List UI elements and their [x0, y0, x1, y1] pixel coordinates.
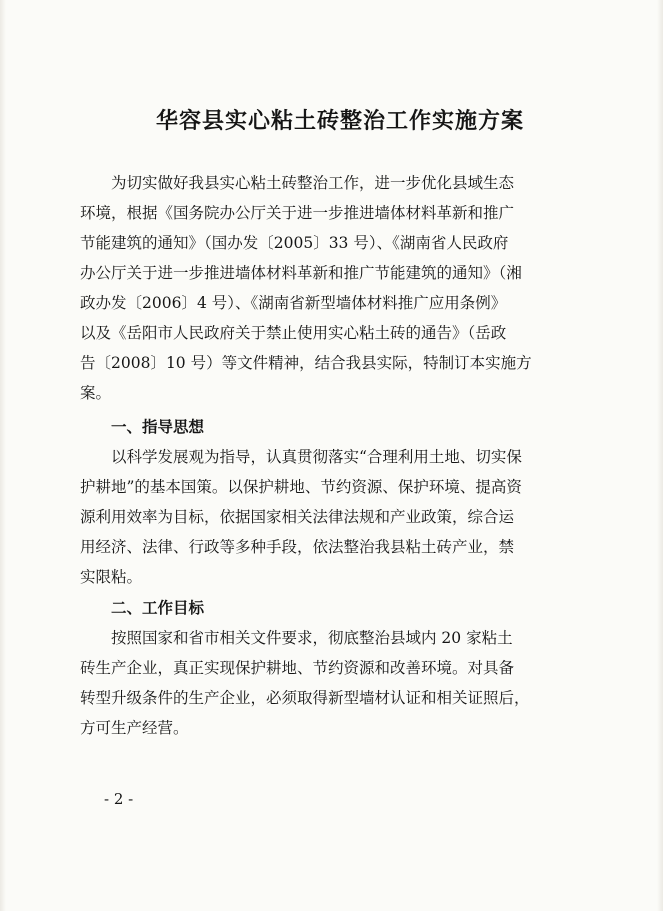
section1-line: 以科学发展观为指导，认真贯彻落实“合理利用土地、切实保 [111, 448, 522, 466]
section1-line: 实限粘。 [80, 568, 143, 586]
page-number: - 2 - [104, 790, 134, 808]
section2-line: 方可生产经营。 [80, 719, 189, 737]
intro-line: 以及《岳阳市人民政府关于禁止使用实心粘土砖的通告》（岳政 [80, 324, 507, 342]
section1-line: 用经济、法律、行政等多种手段，依法整治我县粘土砖产业，禁 [80, 538, 515, 556]
page-edge-left [0, 0, 6, 911]
intro-line: 政办发〔2006〕4 号）、《湖南省新型墙体材料推广应用条例》 [80, 294, 507, 312]
section1-line: 源利用效率为目标，依据国家相关法律法规和产业政策，综合运 [80, 508, 515, 526]
document-title: 华容县实心粘土砖整治工作实施方案 [155, 108, 524, 134]
intro-line: 办公厅关于进一步推进墙体材料革新和推广节能建筑的通知》（湘 [80, 264, 522, 282]
section1-line: 护耕地”的基本国策。以保护耕地、节约资源、保护环境、提高资 [80, 478, 522, 496]
intro-line: 环境，根据《国务院办公厅关于进一步推进墙体材料革新和推广 [80, 204, 515, 222]
intro-line: 节能建筑的通知》（国办发〔2005〕33 号）、《湖南省人民政府 [80, 234, 509, 252]
page-edge-right [657, 0, 663, 911]
section2-line: 按照国家和省市相关文件要求，彻底整治县域内 20 家粘土 [111, 629, 513, 647]
section2-line: 砖生产企业，真正实现保护耕地、节约资源和改善环境。对具备 [80, 659, 515, 677]
intro-line: 案。 [80, 384, 112, 402]
intro-line: 告〔2008〕10 号）等文件精神，结合我县实际，特制订本实施方 [80, 354, 532, 372]
section-heading-guiding-ideology: 一、指导思想 [111, 417, 205, 436]
section2-line: 转型升级条件的生产企业，必须取得新型墙材认证和相关证照后， [80, 689, 530, 707]
section-heading-work-goals: 二、工作目标 [111, 598, 205, 617]
intro-line: 为切实做好我县实心粘土砖整治工作，进一步优化县域生态 [111, 174, 515, 192]
document-body [80, 168, 590, 743]
